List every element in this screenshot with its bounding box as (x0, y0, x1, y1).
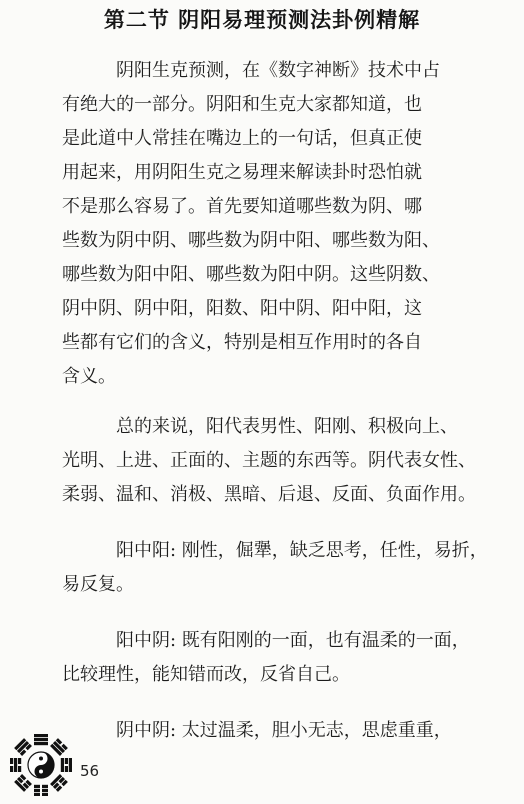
text-line: 有绝大的一部分。阴阳和生克大家都知道，也 (62, 94, 422, 115)
text-line: 含义。 (62, 366, 116, 387)
paragraph-yang-in-yang (62, 534, 502, 602)
paragraph-summary (62, 410, 502, 512)
text-line: 是此道中人常挂在嘴边上的一句话，但真正使 (62, 128, 422, 149)
text-line: 用起来，用阴阳生克之易理来解读卦时恐怕就 (62, 162, 422, 183)
bagua-yinyang-icon (8, 732, 74, 798)
text-line: 阳中阳: 刚性，倔犟，缺乏思考，任性，易折， (116, 540, 488, 561)
text-line: 柔弱、温和、消极、黑暗、后退、反面、负面作用。 (62, 484, 476, 505)
text-line: 阴中阴、阴中阳，阳数、阳中阴、阳中阳，这 (62, 298, 422, 319)
text-line: 些都有它们的含义，特别是相互作用时的各自 (62, 332, 422, 353)
paragraph-intro (62, 54, 502, 394)
text-line: 阴中阴: 太过温柔，胆小无志，思虑重重， (116, 720, 452, 741)
paragraph-yin-in-yang (62, 624, 502, 692)
page-number: 56 (80, 762, 100, 780)
text-line: 阳中阴: 既有阳刚的一面，也有温柔的一面， (116, 630, 470, 651)
paragraph-yin-in-yin (62, 714, 502, 748)
text-line: 易反复。 (62, 574, 134, 595)
text-line: 比较理性，能知错而改，反省自己。 (62, 664, 350, 685)
text-line: 哪些数为阳中阳、哪些数为阳中阴。这些阴数、 (62, 264, 440, 285)
text-line: 些数为阴中阴、哪些数为阴中阳、哪些数为阳、 (62, 230, 440, 251)
text-line: 总的来说，阳代表男性、阳刚、积极向上、 (116, 416, 458, 437)
text-line: 阴阳生克预测，在《数字神断》技术中占 (116, 60, 440, 81)
text-line: 不是那么容易了。首先要知道哪些数为阴、哪 (62, 196, 422, 217)
body-text (62, 54, 502, 748)
text-line: 光明、上进、正面的、主题的东西等。阴代表女性、 (62, 450, 476, 471)
section-title: 第二节 阴阳易理预测法卦例精解 (103, 8, 421, 32)
